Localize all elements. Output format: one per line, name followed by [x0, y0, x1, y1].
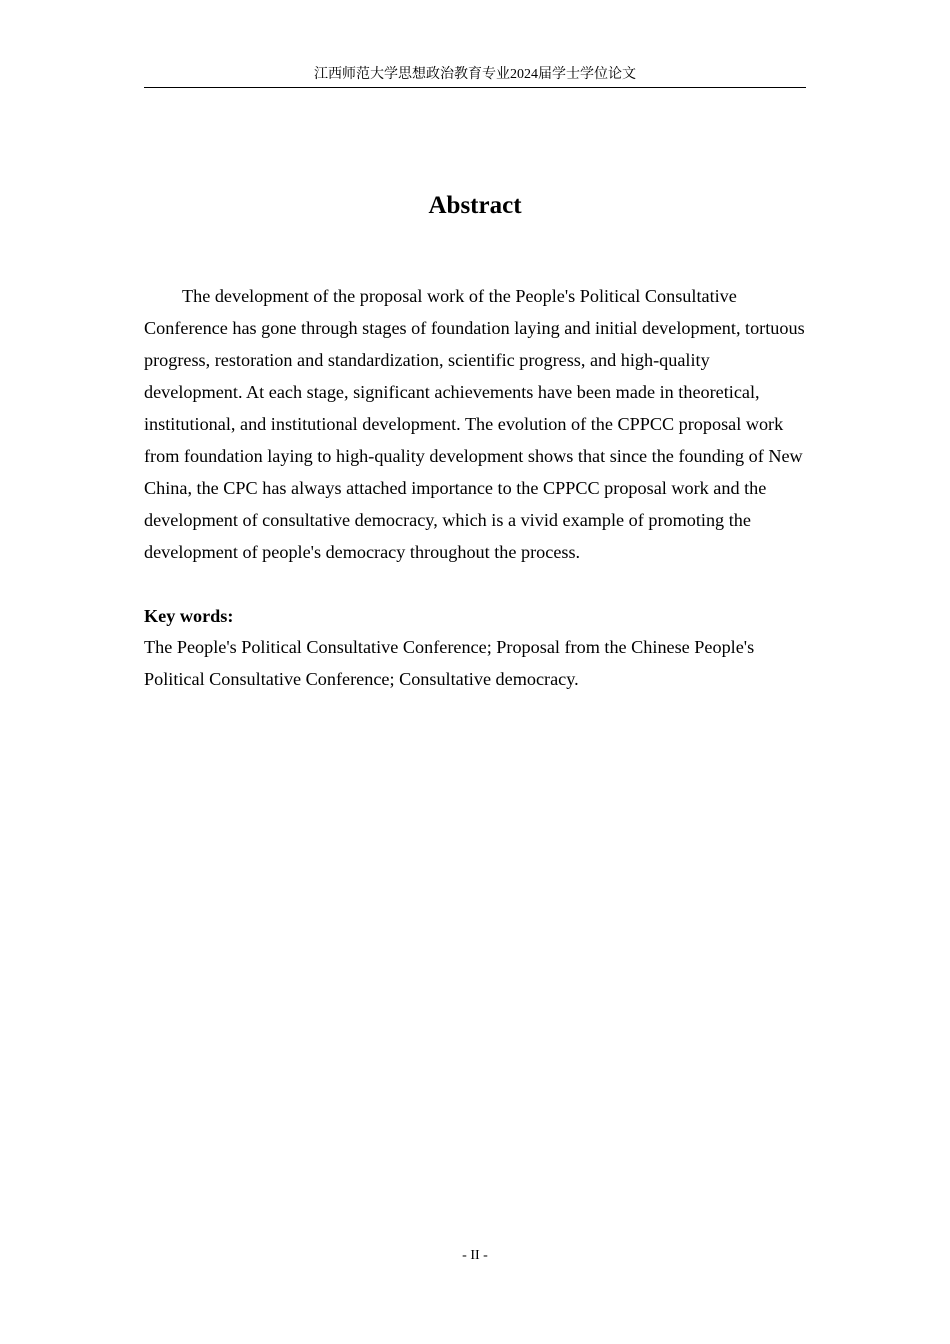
abstract-title: Abstract: [428, 192, 522, 219]
keywords-heading: Key words:: [144, 606, 234, 626]
header-text: 江西师范大学思想政治教育专业2024届学士学位论文: [314, 67, 636, 82]
keywords-text: The People's Political Consultative Conference; Proposal from the Chinese People's Political Consultative Conference; Consultative democracy.: [144, 637, 755, 689]
page-header: [144, 66, 806, 88]
abstract-body: The development of the proposal work of the People's Political Consultative Conference has gone through stages of foundation laying and initial development, tortuous progress, restoration and standardization, scientific progress, and high-quality development. At each stage, significant achievements have been made in theoretical, institutional, and institutional development. The evolution of the CPPCC proposal work from foundation laying to high-quality development shows that since the founding of New China, the CPC has always attached importance to the CPPCC proposal work and the development of consultative democracy, which is a vivid example of promoting the development of people's democracy throughout the process.: [144, 286, 805, 562]
page-number: - II -: [462, 1248, 488, 1263]
